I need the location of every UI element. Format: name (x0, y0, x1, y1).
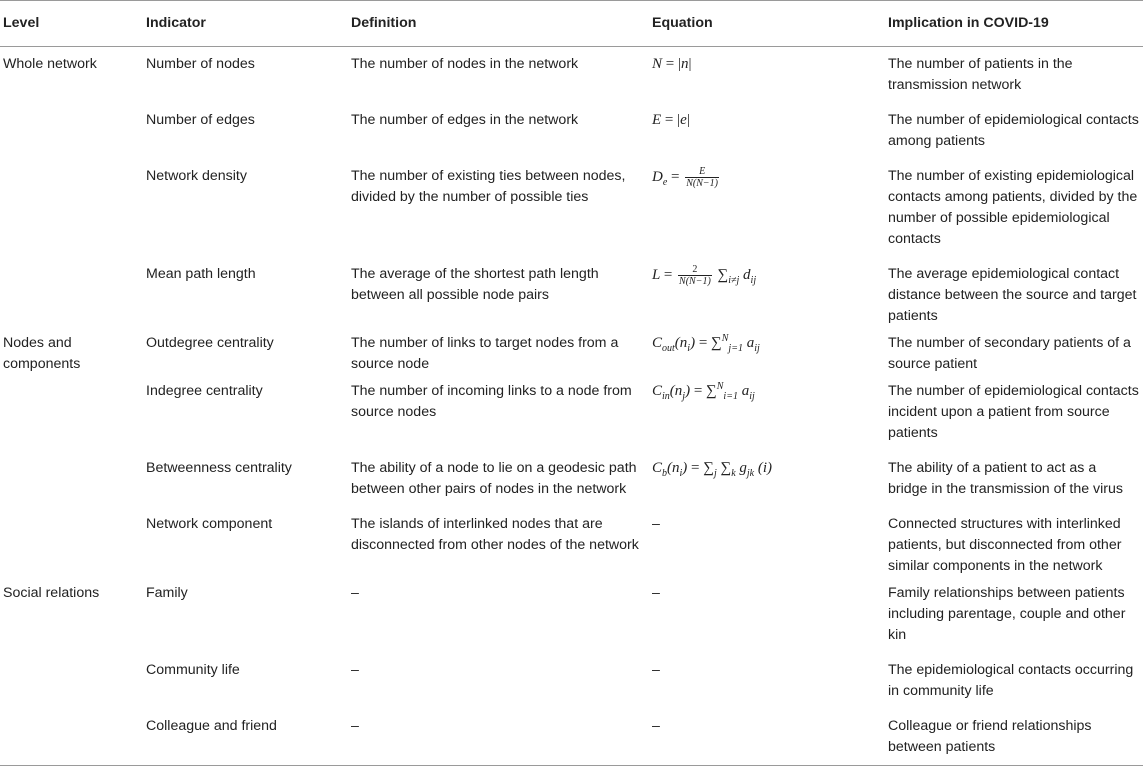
cell-implication: The average epidemiological contact distance between the source and target patients (888, 266, 1137, 324)
table-row (0, 378, 1143, 455)
cell-level (0, 163, 143, 261)
cell-level (0, 107, 143, 163)
equation-number-of-edges: E = |e| (652, 112, 690, 128)
cell-definition: – (348, 713, 649, 766)
equation-outdegree-centrality: $C_{out}(n_i) = \sum^N_{j=1}$ $a_{ij}$ (652, 333, 760, 354)
cell-definition: The islands of interlinked nodes that are disconnected from other nodes of the network (351, 516, 639, 553)
cell-equation: – (652, 662, 660, 678)
header-definition: Definition (348, 1, 649, 47)
cell-indicator: Mean path length (146, 266, 256, 282)
header-row (0, 1, 1143, 47)
header-level: Level (0, 1, 143, 47)
cell-definition: – (351, 585, 359, 601)
cell-indicator: Number of nodes (146, 56, 255, 72)
cell-implication: The ability of a patient to act as a bridge in the transmission of the virus (888, 460, 1123, 497)
cell-level (0, 511, 143, 580)
cell-equation (649, 330, 885, 378)
cell-definition: The number of incoming links to a node from source nodes (351, 383, 632, 420)
header-equation: Equation (649, 1, 885, 47)
cell-implication: The number of epidemiological contacts incident upon a patient from source patients (888, 383, 1139, 441)
cell-implication: Family relationships between patients including parentage, couple and other kin (888, 585, 1126, 643)
cell-equation: – (652, 516, 660, 532)
table-row (0, 580, 1143, 657)
cell-equation (649, 261, 885, 330)
cell-definition: The number of nodes in the network (351, 56, 579, 72)
cell-indicator: Betweenness centrality (146, 460, 292, 476)
cell-definition: The average of the shortest path length between all possible node pairs (351, 266, 599, 303)
equation-network-density: $D_e$ = $\frac{E}{N(N-1)}$ (652, 166, 719, 189)
cell-definition: – (351, 662, 359, 678)
table-row (0, 163, 1143, 261)
cell-indicator: Number of edges (146, 112, 255, 128)
cell-equation (649, 107, 885, 163)
cell-level (0, 378, 143, 455)
cell-level: Whole network (3, 56, 97, 72)
cell-definition: The number of links to target nodes from a source node (351, 335, 619, 372)
cell-equation: – (649, 713, 885, 766)
cell-level (0, 261, 143, 330)
table-row (0, 261, 1143, 330)
equation-number-of-nodes: N = |n| (652, 56, 692, 72)
cell-level (0, 657, 143, 713)
cell-level: Social relations (3, 585, 100, 601)
header-indicator: Indicator (143, 1, 348, 47)
header-implication: Implication in COVID-19 (885, 1, 1143, 47)
cell-indicator: Indegree centrality (146, 383, 263, 399)
equation-betweenness-centrality: $C_b(n_i) = \sum_j$ $\sum_k$ $g_{jk}$ (i) (652, 460, 773, 479)
cell-implication: The number of epidemiological contacts among patients (888, 112, 1139, 149)
cell-equation (649, 378, 885, 455)
cell-equation: – (652, 585, 660, 601)
cell-indicator: Network component (146, 516, 273, 532)
cell-indicator: Colleague and friend (143, 713, 348, 766)
table-row (0, 455, 1143, 511)
cell-implication: The number of patients in the transmission network (888, 56, 1073, 93)
cell-level (0, 455, 143, 511)
cell-indicator: Outdegree centrality (146, 335, 274, 351)
cell-equation (649, 163, 885, 261)
cell-definition: The ability of a node to lie on a geodesic path between other pairs of nodes in the network (351, 460, 637, 497)
table-row (0, 330, 1143, 378)
cell-level: Nodes and components (3, 335, 81, 372)
table-row (0, 713, 1143, 766)
table-row (0, 657, 1143, 713)
cell-indicator: Family (146, 585, 188, 601)
table-row (0, 511, 1143, 580)
cell-indicator: Community life (146, 662, 240, 678)
cell-implication: The number of existing epidemiological contacts among patients, divided by the number of possible epidemiological contacts (888, 168, 1138, 247)
cell-implication: The number of secondary patients of a source patient (888, 335, 1131, 372)
cell-indicator: Network density (146, 168, 247, 184)
cell-equation (649, 455, 885, 511)
cell-definition: The number of edges in the network (351, 112, 579, 128)
cell-level (0, 713, 143, 766)
cell-definition: The number of existing ties between nodes, divided by the number of possible ties (351, 168, 626, 205)
cell-equation (649, 47, 885, 108)
table-row (0, 107, 1143, 163)
equation-indegree-centrality: $C_{in}(n_j) = \sum^N_{i=1}$ $a_{ij}$ (652, 381, 755, 402)
table-row (0, 47, 1143, 108)
cell-implication: The epidemiological contacts occurring in community life (888, 662, 1134, 699)
cell-implication: Connected structures with interlinked patients, but disconnected from other similar components in the network (888, 516, 1122, 574)
equation-mean-path-length: L = $\frac{2}{N(N-1)}$ $\sum_{i\ne j}$ $d_{ij}$ (652, 264, 757, 287)
cell-implication: Colleague or friend relationships between patients (885, 713, 1143, 766)
